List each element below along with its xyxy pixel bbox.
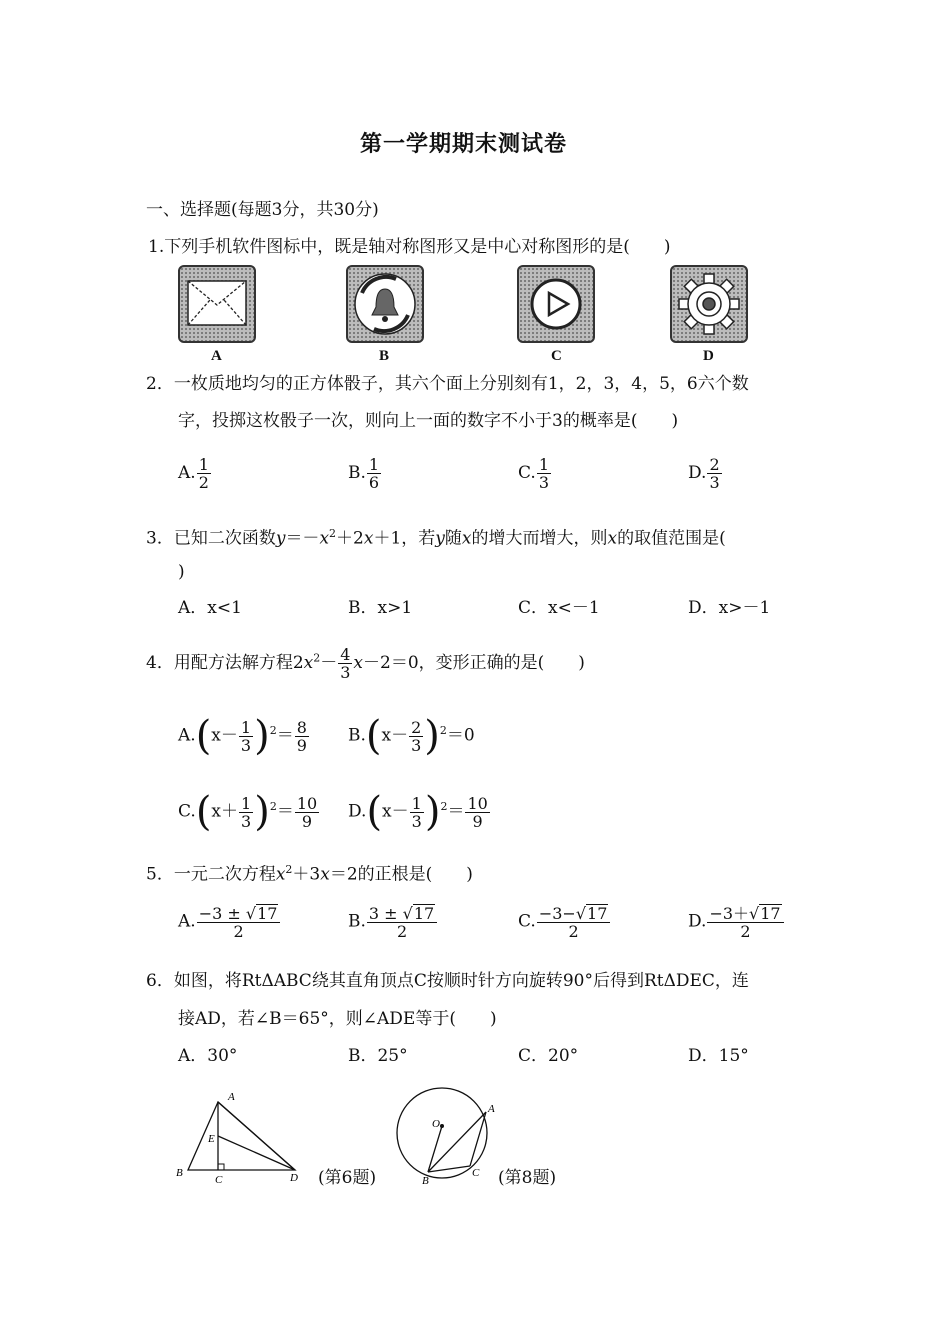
q4-mid: － bbox=[320, 653, 338, 673]
q2-option-c bbox=[518, 456, 552, 491]
bell-icon bbox=[346, 265, 424, 343]
q3-option-d: D．x>－1 bbox=[688, 598, 771, 618]
close-paren: ) bbox=[254, 713, 270, 759]
exponent: 2 bbox=[313, 651, 321, 665]
q3-eq1: ＝－ bbox=[285, 528, 320, 549]
q4-option-b bbox=[348, 713, 475, 759]
exponent: 2 bbox=[269, 799, 277, 813]
q3-prefix: 3．已知二次函数 bbox=[146, 528, 276, 549]
equals: ＝ bbox=[276, 801, 294, 822]
q4-option-c bbox=[178, 789, 320, 835]
inner-expr: x－ bbox=[381, 725, 409, 746]
numerator: 10 bbox=[296, 793, 318, 813]
option-label-d: D bbox=[703, 348, 714, 364]
denominator: 2 bbox=[198, 473, 209, 492]
var-x: x bbox=[320, 864, 330, 885]
denominator: 2 bbox=[233, 922, 244, 941]
q3-option-c: C．x<－1 bbox=[518, 598, 600, 618]
question-2-line-2: 字，投掷这枚骰子一次，则向上一面的数字不小于3的概率是( ) bbox=[178, 411, 679, 431]
q4-option-a bbox=[178, 713, 310, 759]
fraction bbox=[239, 719, 253, 754]
fraction bbox=[239, 795, 253, 830]
var-x: x bbox=[607, 528, 618, 549]
open-paren: ( bbox=[195, 789, 212, 835]
option-label: A. bbox=[178, 911, 196, 932]
fraction bbox=[295, 795, 319, 830]
figure-6-diagram bbox=[170, 1088, 310, 1188]
question-2-line-1: 2．一枚质地均匀的正方体骰子，其六个面上分别刻有1，2，3，4，5，6六个数 bbox=[146, 374, 749, 394]
option-label-c: C bbox=[551, 348, 562, 364]
numerator: 1 bbox=[538, 455, 549, 474]
gear-icon bbox=[670, 265, 748, 343]
q5-text-a: 5．一元二次方程 bbox=[146, 864, 276, 885]
fig8-label-a: A bbox=[488, 1103, 495, 1115]
fig6-label-a: A bbox=[228, 1091, 235, 1103]
fraction bbox=[367, 904, 437, 940]
fig8-label-b: B bbox=[422, 1175, 429, 1187]
option-label: D. bbox=[688, 911, 707, 932]
denominator: 3 bbox=[411, 735, 422, 755]
denominator: 9 bbox=[296, 735, 307, 755]
open-paren: ( bbox=[366, 789, 383, 835]
var-y: y bbox=[435, 528, 445, 549]
page-title: 第一学期期末测试卷 bbox=[360, 131, 568, 157]
denominator: 3 bbox=[240, 735, 252, 755]
q4-prefix: 4．用配方法解方程2 bbox=[146, 653, 304, 673]
question-6-line-2: 接AD，若∠B＝65°，则∠ADE等于( ) bbox=[178, 1009, 497, 1029]
denominator: 6 bbox=[368, 473, 380, 492]
fraction bbox=[409, 719, 423, 754]
q6-option-a: A．30° bbox=[178, 1046, 238, 1066]
figure-8-caption: (第8题) bbox=[498, 1168, 557, 1188]
fraction bbox=[338, 646, 352, 681]
equals: ＝ bbox=[447, 801, 465, 822]
close-paren: ) bbox=[424, 789, 441, 835]
q5-text-b: ＋3 bbox=[292, 864, 321, 885]
q3-end: 的取值范围是( bbox=[617, 528, 726, 549]
section-heading: 一、选择题(每题3分，共30分) bbox=[146, 200, 379, 220]
numerator: 10 bbox=[467, 793, 488, 813]
equals: ＝ bbox=[276, 725, 294, 746]
exponent: 2 bbox=[440, 799, 448, 813]
question-4-text bbox=[146, 646, 585, 681]
q2-option-d bbox=[688, 456, 723, 491]
option-label: A. bbox=[178, 725, 196, 746]
q6-option-c: C．20° bbox=[518, 1046, 579, 1066]
fraction bbox=[410, 795, 424, 830]
numerator: 8 bbox=[296, 717, 307, 737]
figure-6-caption: (第6题) bbox=[318, 1168, 377, 1188]
sqrt-icon: √ 17 bbox=[245, 904, 278, 923]
fraction bbox=[707, 904, 783, 940]
play-icon bbox=[517, 265, 595, 343]
sqrt-icon: √ 17 bbox=[575, 904, 608, 923]
q4-end: －2＝0，变形正确的是( ) bbox=[363, 653, 585, 673]
exponent: 2 bbox=[269, 723, 277, 737]
close-paren: ) bbox=[254, 789, 270, 835]
fig8-label-o: O bbox=[432, 1118, 440, 1130]
exponent: 2 bbox=[285, 863, 293, 876]
radicand: 17 bbox=[587, 904, 608, 923]
q6-option-d: D．15° bbox=[688, 1046, 749, 1066]
option-label: B. bbox=[348, 725, 366, 746]
sqrt-icon: √ 17 bbox=[402, 904, 435, 923]
q3-mid: 随 bbox=[444, 528, 462, 549]
var-x: x bbox=[275, 864, 286, 885]
q3-option-a: A．x<1 bbox=[178, 598, 242, 618]
option-label: C. bbox=[178, 801, 196, 822]
exponent: 2 bbox=[329, 527, 337, 540]
q5-option-d bbox=[688, 904, 785, 940]
fig6-label-c: C bbox=[215, 1174, 223, 1186]
numerator: 1 bbox=[411, 793, 422, 813]
denominator: 2 bbox=[568, 922, 579, 941]
numerator: 2 bbox=[411, 717, 422, 737]
fig6-label-d: D bbox=[290, 1172, 298, 1184]
option-label: D. bbox=[348, 801, 367, 822]
q3-eq2: ＋2 bbox=[336, 528, 364, 549]
q2-option-a bbox=[178, 456, 212, 491]
open-paren: ( bbox=[195, 713, 212, 759]
option-label: B. bbox=[348, 911, 366, 932]
radical-head: −3 ± bbox=[198, 904, 246, 923]
q3-mid2: 的增大而增大，则 bbox=[471, 528, 608, 549]
option-label: C. bbox=[518, 463, 536, 483]
denominator: 3 bbox=[340, 663, 351, 682]
radicand: 17 bbox=[257, 904, 278, 923]
open-paren: ( bbox=[365, 713, 382, 759]
radical-head: 3 ± bbox=[368, 904, 403, 923]
exponent: 2 bbox=[439, 723, 447, 737]
q5-option-c bbox=[518, 904, 611, 940]
q6-option-b: B．25° bbox=[348, 1046, 408, 1066]
denominator: 2 bbox=[396, 922, 408, 941]
var-x: x bbox=[319, 528, 330, 549]
numerator: 4 bbox=[340, 645, 351, 664]
fraction bbox=[537, 456, 551, 491]
option-label: D. bbox=[688, 463, 707, 483]
denominator: 3 bbox=[241, 811, 252, 831]
var-x: x bbox=[353, 653, 364, 673]
question-5-text bbox=[146, 860, 473, 885]
q5-option-b bbox=[348, 904, 438, 940]
fig6-label-b: B bbox=[176, 1167, 183, 1179]
figure-8-diagram bbox=[390, 1078, 505, 1190]
denominator: 2 bbox=[740, 922, 751, 941]
inner-expr: x－ bbox=[211, 725, 238, 746]
fig8-label-c: C bbox=[472, 1167, 480, 1179]
fraction bbox=[537, 904, 611, 940]
question-3-close: ) bbox=[178, 562, 185, 582]
denominator: 9 bbox=[301, 811, 313, 831]
var-y: y bbox=[275, 528, 286, 549]
fraction bbox=[197, 456, 211, 491]
option-label: B. bbox=[348, 463, 366, 483]
option-label: A. bbox=[178, 463, 196, 483]
var-x: x bbox=[461, 528, 472, 549]
sqrt-icon: √ 17 bbox=[749, 904, 781, 923]
fraction bbox=[367, 456, 381, 491]
denominator: 3 bbox=[709, 473, 720, 492]
question-1-text: 1.下列手机软件图标中，既是轴对称图形又是中心对称图形的是( ) bbox=[148, 237, 671, 257]
numerator: 1 bbox=[198, 455, 209, 474]
q2-option-b bbox=[348, 456, 382, 491]
q5-text-c: ＝2的正根是( ) bbox=[329, 864, 473, 885]
close-paren: ) bbox=[424, 713, 440, 759]
inner-expr: x＋ bbox=[211, 801, 239, 822]
denominator: 3 bbox=[538, 473, 549, 492]
denominator: 3 bbox=[411, 811, 422, 831]
fraction bbox=[707, 456, 721, 491]
radical-head: −3− bbox=[538, 904, 576, 923]
denominator: 9 bbox=[472, 811, 483, 831]
radicand: 17 bbox=[760, 904, 781, 923]
numerator: 1 bbox=[368, 455, 380, 474]
envelope-icon bbox=[178, 265, 256, 343]
question-6-line-1: 6．如图，将RtΔABC绕其直角顶点C按顺时针方向旋转90°后得到RtΔDEC，连 bbox=[146, 971, 749, 991]
radical-head: −3＋ bbox=[709, 904, 750, 923]
fraction bbox=[295, 719, 309, 754]
inner-expr: x－ bbox=[382, 801, 409, 822]
q5-option-a bbox=[178, 904, 281, 940]
fraction bbox=[197, 904, 281, 940]
q3-eq3: ＋1，若 bbox=[373, 528, 436, 549]
q4-option-d bbox=[348, 789, 491, 835]
numerator: 2 bbox=[709, 455, 720, 474]
fraction bbox=[465, 795, 489, 830]
numerator: 1 bbox=[241, 793, 252, 813]
var-x: x bbox=[303, 653, 314, 673]
fig6-label-e: E bbox=[208, 1133, 215, 1145]
var-x: x bbox=[363, 528, 374, 549]
numerator: 1 bbox=[240, 717, 252, 737]
option-label-a: A bbox=[211, 348, 222, 364]
q3-option-b: B．x>1 bbox=[348, 598, 413, 618]
rhs: ＝0 bbox=[446, 725, 475, 746]
option-label: C. bbox=[518, 911, 536, 932]
option-label-b: B bbox=[379, 348, 390, 364]
question-3-text bbox=[146, 524, 726, 549]
radicand: 17 bbox=[413, 904, 435, 923]
